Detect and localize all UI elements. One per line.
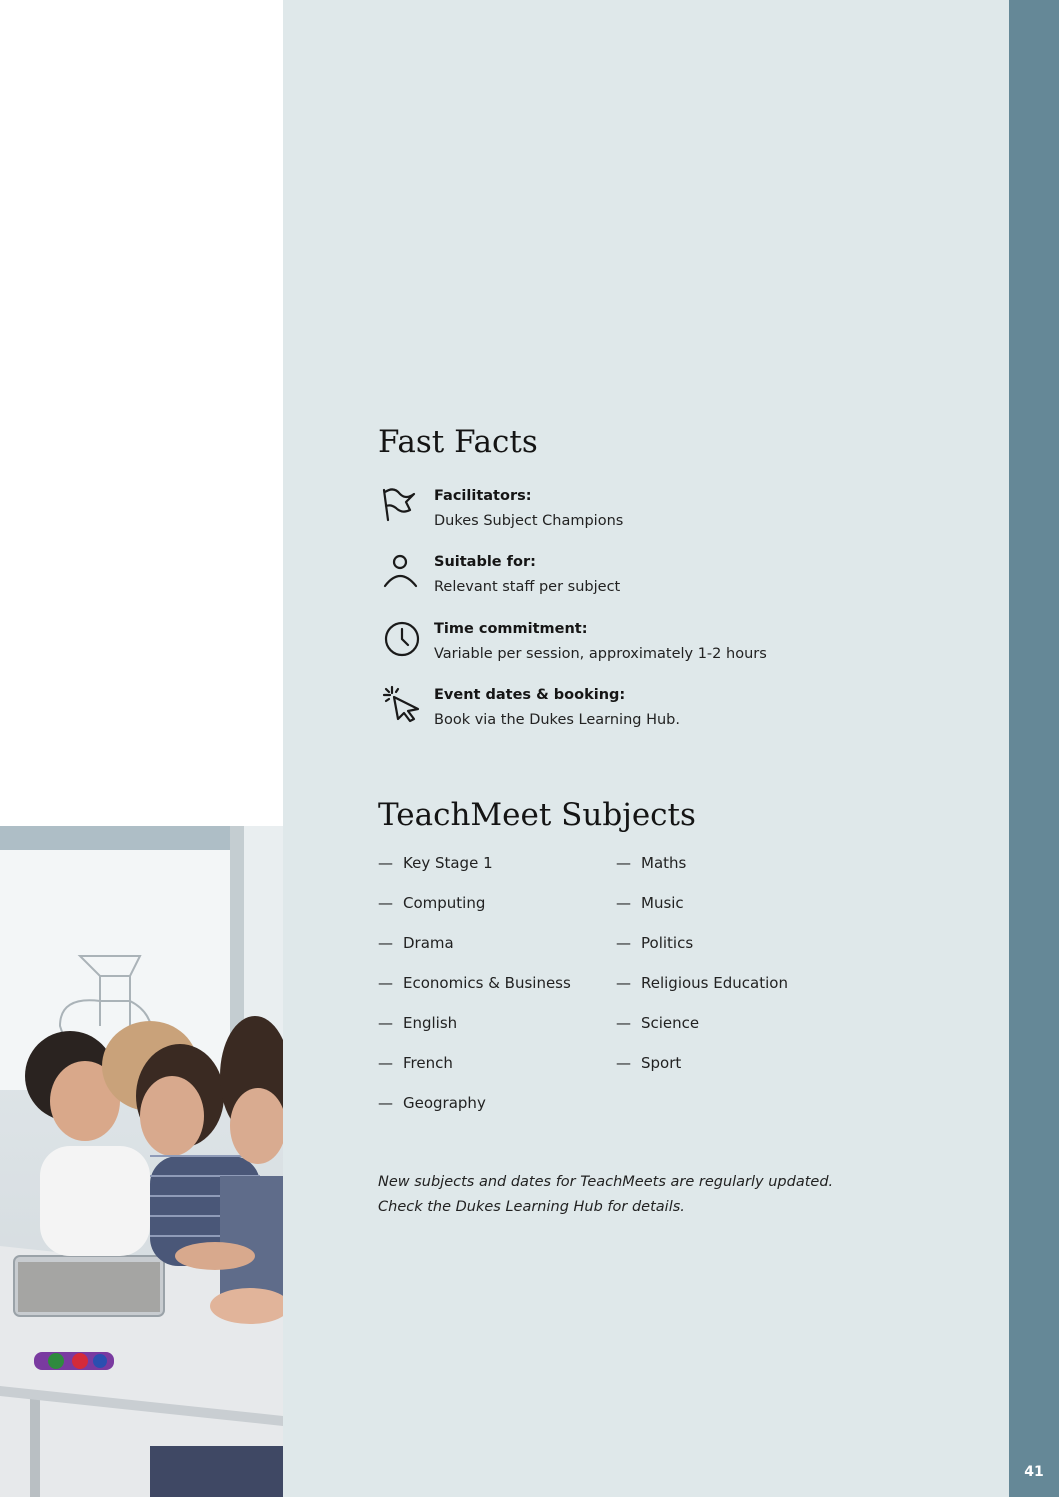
subject-name: French <box>403 1054 453 1072</box>
note-line-2: Check the Dukes Learning Hub for details. <box>378 1199 685 1215</box>
subject-name: Science <box>641 1014 700 1032</box>
fact-label: Time commitment: <box>434 621 588 637</box>
dash: — <box>378 1054 393 1072</box>
classroom-photo <box>0 826 283 1497</box>
fact-suitable-for <box>380 550 940 606</box>
dash: — <box>378 974 393 992</box>
dash: — <box>378 934 393 952</box>
subject-name: English <box>403 1014 458 1032</box>
dash: — <box>616 974 631 992</box>
dash: — <box>378 1094 393 1112</box>
subject-name: Computing <box>403 894 486 912</box>
fact-value: Dukes Subject Champions <box>434 513 624 529</box>
note-line-1: New subjects and dates for TeachMeets are regularly updated. <box>378 1174 834 1190</box>
fact-label: Suitable for: <box>434 554 536 570</box>
subject-name: Music <box>641 894 684 912</box>
page-number: 41 <box>1024 1464 1044 1480</box>
fact-value: Variable per session, approximately 1-2 hours <box>434 646 767 662</box>
classroom-illustration <box>0 826 283 1497</box>
person-icon <box>380 550 424 594</box>
fact-label: Event dates & booking: <box>434 687 626 703</box>
dash: — <box>378 854 393 872</box>
fact-time-commitment <box>380 617 940 673</box>
dash: — <box>616 1054 631 1072</box>
fast-facts-heading: Fast Facts <box>378 424 538 460</box>
subjects-heading: TeachMeet Subjects <box>378 797 696 833</box>
fact-facilitators <box>380 484 940 540</box>
page-sidebar <box>1009 0 1059 1497</box>
subject-name: Economics & Business <box>403 974 571 992</box>
dash: — <box>378 894 393 912</box>
dash: — <box>616 854 631 872</box>
subject-name: Geography <box>403 1094 486 1112</box>
subject-name: Politics <box>641 934 694 952</box>
content-panel <box>283 0 1009 1497</box>
flag-icon <box>380 484 424 528</box>
fact-value: Relevant staff per subject <box>434 579 621 595</box>
cursor-click-icon <box>380 683 424 727</box>
dash: — <box>616 934 631 952</box>
subject-name: Religious Education <box>641 974 788 992</box>
dash: — <box>616 894 631 912</box>
fact-label: Facilitators: <box>434 488 532 504</box>
clock-icon <box>380 617 424 661</box>
subject-name: Maths <box>641 854 687 872</box>
dash: — <box>616 1014 631 1032</box>
subject-name: Key Stage 1 <box>403 854 493 872</box>
subject-name: Sport <box>641 1054 682 1072</box>
fact-event-booking <box>380 683 940 739</box>
subject-name: Drama <box>403 934 454 952</box>
dash: — <box>378 1014 393 1032</box>
fact-value: Book via the Dukes Learning Hub. <box>434 712 680 728</box>
